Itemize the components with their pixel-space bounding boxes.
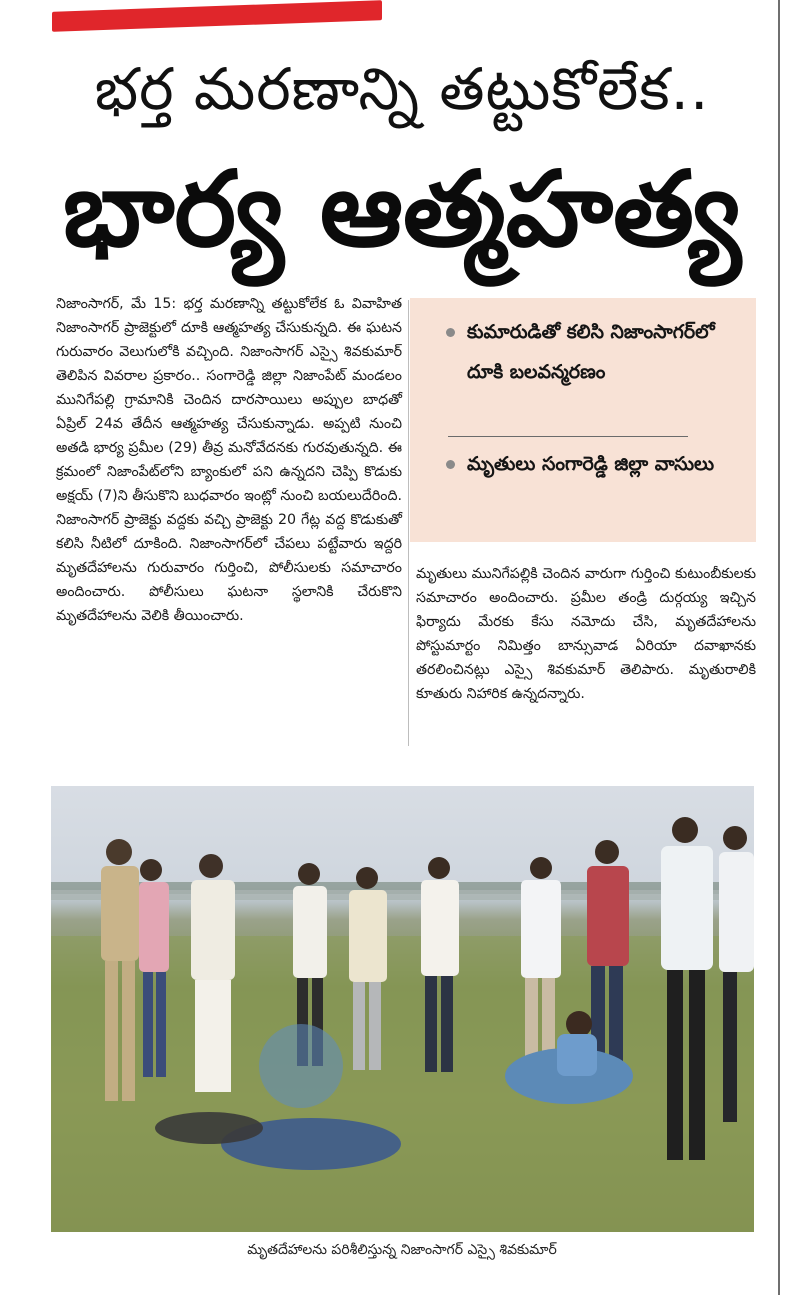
- bullet-icon: [446, 460, 455, 469]
- person-figure: [191, 854, 235, 1092]
- red-accent-bar: [52, 0, 382, 32]
- body-paragraph: నిజాంసాగర్, మే 15: భర్త మరణాన్ని తట్టుకోలేక ఓ వివాహిత నిజాంసాగర్ ప్రాజెక్టులో దూకి ఆత్మహత్య చేసుకున్నది. ఈ ఘటన గురువారం వెలుగులోకి వచ్చింది. నిజాంసాగర్ ఎస్సై శివకుమార్ తెలిపిన వివరాల ప్రకారం.. సంగారెడ్డి జిల్లా నిజాంపేట్ మండలం మునిగేపల్లి గ్రామానికి చెందిన దారసాయిలు అప్పుల బాధతో ఏప్రిల్ 24వ తేదీన ఆత్మహత్య చేసుకున్నాడు. అప్పటి నుంచి అతడి భార్య ప్రమీల (29) తీవ్ర మనోవేదనకు గురవుతున్నది. ఈ క్రమంలో నిజాంపేట్‌లోని బ్యాంకులో పని ఉన్నదని చెప్పి కొడుకు అక్షయ్ (7)ని తీసుకొని బుధవారం ఇంట్లో నుంచి బయలుదేరింది. నిజాంసాగర్ ప్రాజెక్టు వద్దకు వచ్చి ప్రాజెక్టు 20 గేట్ల వద్ద కొడుకుతో కలిసి నీటిలో దూకింది. నిజాంసాగర్‌లో చేపలు పట్టేవారు ఇద్దరి మృతదేహాలను గురువారం గుర్తించి, పోలీసులకు సమాచారం అందించారు. పోలీసులు ఘటనా స్థలానికి చేరుకొని మృతదేహాలను వెలికి తీయించారు.: [56, 296, 402, 624]
- highlight-item: [446, 444, 736, 484]
- highlights-box: [410, 298, 756, 542]
- photo-caption: మృతదేహాలను పరిశీలిస్తున్న నిజాంసాగర్ ఎస్సై శివకుమార్: [247, 1242, 557, 1258]
- headline-main: భార్య ఆత్మహత్య: [62, 148, 742, 270]
- article-body-left: [56, 292, 402, 628]
- highlight-text: కుమారుడితో కలిసి నిజాంసాగర్‌లో దూకి బలవన్మరణం: [467, 321, 715, 383]
- body-paragraph: మృతులు మునిగేపల్లికి చెందిన వారుగా గుర్తించి కుటుంబీకులకు సమాచారం అందించారు. ప్రమీల తండ్రి దుర్గయ్య ఇచ్చిన ఫిర్యాదు మేరకు కేసు నమోదు చేసి, మృతదేహాలను పోస్టుమార్టం నిమిత్తం బాన్సువాడ ఏరియా దవాఖానకు తరలించినట్లు ఎస్సై శివకుమార్ తెలిపారు. మృతురాలికి కూతురు నిహారిక ఉన్నదన్నారు.: [416, 566, 756, 702]
- riverbank-scene-illustration: [51, 786, 754, 1232]
- column-rule: [778, 0, 780, 1295]
- bullet-icon: [446, 328, 455, 337]
- highlight-text: మృతులు సంగారెడ్డి జిల్లా వాసులు: [467, 453, 715, 475]
- article-body-right: [416, 562, 756, 706]
- highlight-item: [446, 312, 736, 392]
- news-photo: [51, 786, 754, 1232]
- highlight-separator: [448, 436, 688, 437]
- column-divider: [408, 300, 409, 746]
- headline-kicker: భర్త మరణాన్ని తట్టుకోలేక..: [94, 55, 710, 123]
